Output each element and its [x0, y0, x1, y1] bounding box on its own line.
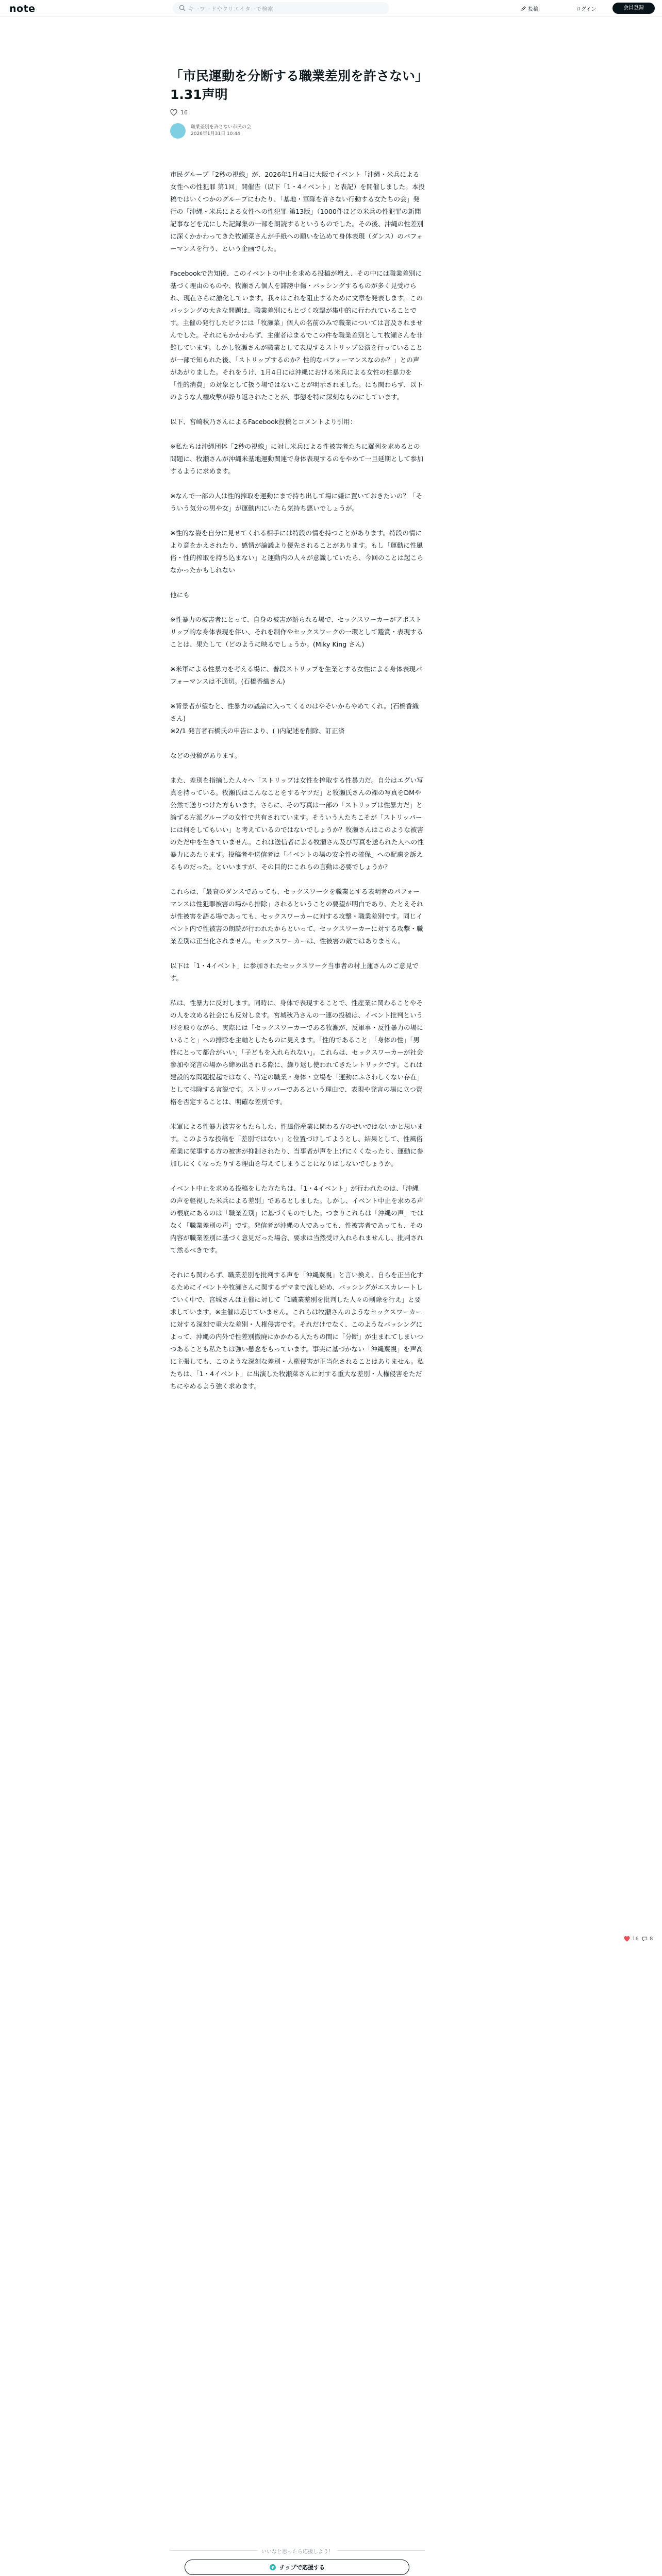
like-count: 16: [180, 109, 188, 116]
article-paragraph: ※背景者が望むと、性暴力の議論に入ってくるのはやそいからやめてくれ。(石橋香織さん) ※2/1 発言者石橋氏の申告により、( )内記述を削除、訂正済: [170, 702, 419, 735]
search-placeholder: キーワードやクリエイターで検索: [188, 6, 273, 12]
article-paragraph: Facebookで告知後、このイベントの中止を求める投稿が増え、その中には職業差別に基づく理由のものや、牧瀬さん個人を誹謗中傷・バッシングするものが多く見受けられ、現在さらに激化しています。我々はこれを阻止するために文章を発表します。このバッシングの大きな問題は、職業差別にもとづく攻撃が集中的に行われていることです。主催の発行したビラには「牧瀬菜」個人の名前のみで職業については言及されませんでした。それにもかかわらず、主催者はまるでこの件を職業差別として牧瀬さんを非難しています。しかし牧瀬さんが職業として表現するストリップ公演を行っていることが一部で知られた後、「ストリップするのか？性的なパフォーマンスなのか？」との声があがりました。それをうけ、1月4日には沖縄における米兵による女性の性暴力を「性的消費」の対象として扱う場ではないことが明示されました。にも関わらず、以下のような人権攻撃が繰り返されたことが、事態を特に深刻なものにしています。: [170, 269, 423, 401]
floating-like-count: 16: [632, 1936, 639, 1942]
heart-icon: [624, 1936, 630, 1942]
article-paragraph: 米軍による性暴力被害をもたらした、性風俗産業に関わる方のせいではないかと思います。このような投稿を「差別ではない」と位置づけしてようとし、結果として、性風俗産業に従事する方の被害が抑制されたり、当事者が声を上げにくくなったり、運動に参加しにくくなったりする理由を与えてしまうことになりはしないでしょうか。: [170, 1123, 424, 1167]
article-paragraph: などの投稿があります。: [170, 752, 241, 759]
article-title: 「市民運動を分断する職業差別を許さない」1.31声明: [170, 69, 422, 102]
article-paragraph: イベント中止を求める投稿をした方たちは、「1・4イベント」が行われたのは、「沖縄の声を軽視した米兵による差別」であるとしました。しかし、イベント中止を求める声の根底にあるのは「職業差別」に基づくものでした。つまりこれらは「沖縄の声」ではなく「職業差別の声」です。発信者が沖縄の人であっても、性被害者であっても、その内容が職業差別に基づく意見だった場合、要求は当然受け入れられませんし、批判されて然るべきです。: [170, 1184, 424, 1254]
article-paragraph: 以下、宮崎秋乃さんによるFacebook投稿とコメントより引用：: [170, 418, 357, 426]
search-icon: [179, 5, 186, 11]
support-prompt-text: いいなと思ったら応援しよう！: [261, 2549, 334, 2555]
article-paragraph: 他にも: [170, 591, 190, 599]
article-paragraph: それにも関わらず、職業差別を批判する声を「沖縄蔑視」と言い換え、自らを正当化するためにイベントや牧瀬さんに関するデマまで流し始め、バッシングがエスカレートしていく中で、宮城さんは主催に対して「1職業差別を批判した人々の削除を行え」と要求しています。※主催は応じていません。これらは牧瀬さんのようなセックスワーカーに対する深刻で重大な差別・人権侵害です。それだけでなく、このようなバッシングによって、沖縄の内外で性差別撤廃にかかわる人たちの間に「分断」が生まれてしまいつつあることも私たちは強い懸念をもっています。事実に基づかない「沖縄蔑視」を声高に主張しても、このような深刻な差別・人権侵害が正当化されることはありません。私たちは、「1・4イベント」に出演した牧瀬菜さんに対する重大な差別・人権侵害をただちにやめるよう強く求めます。: [170, 1271, 424, 1390]
divider: [337, 2550, 425, 2551]
article-paragraph: ※私たちは沖縄団体「2秒の視線」に対し米兵による性被害者たちに羅列を求めるとの問題に、牧瀬さんが沖縄米基地運動関連で身体表現するのをやめて一旦延期として参加するように求めます。: [170, 443, 424, 475]
article-paragraph: ※なんで一部の人は性的搾取を運動にまで持ち出して場に嫌に置いておきたいの？「そういう気分の男や女」が運動内にいたら気持ち悪いでしょうが。: [170, 492, 423, 512]
floating-like-button[interactable]: [624, 1936, 639, 1942]
article-paragraph: ※米軍による性暴力を考える場に、普段ストリップを生業とする女性による身体表現パフォーマンスは不適切。(石橋香織さん): [170, 665, 422, 685]
post-button[interactable]: [521, 5, 538, 12]
article-paragraph: これらは、「最衰のダンスであっても、セックスワークを職業とする表明者のパフォーマンスは性犯罪被害の場から排除」されるということの要望が明白であり、たとえそれが性被害を語る場であっても、セックスワーカーに対する攻撃・職業差別です。同じイベント内で性被害の朗読が行われたからといって、セックスワーカーに対する攻撃・職業差別は正当化されません。セックスワーカーは、性被害の敵ではありません。: [170, 888, 423, 945]
note-logo[interactable]: note: [9, 3, 36, 14]
tip-icon: [269, 2564, 276, 2571]
author-row: [170, 123, 425, 139]
article-like-summary[interactable]: [170, 109, 425, 116]
floating-comment-count: 8: [650, 1936, 653, 1942]
article-paragraph: 以下は「1・4イベント」に参加されたセックスワーク当事者の村上蓮さんのご意見です。: [170, 962, 419, 982]
article-paragraph: 市民グループ「2秒の視線」が、2026年1月4日に大阪でイベント「沖縄・米兵による女性への性犯罪 第1回」開催告（以下「1・4イベント」と表記）を開催しました。本投稿ではいくつかのグループにわたり、「基地・軍隊を許さない行動する女たちの会」発行の「沖縄・米兵による女性への性犯罪 第13版」（1000件ほどの米兵の性犯罪の新聞記事などを元にした記録集の一部を朗読するというものでした。その後、沖縄の性差別に深くかかわってきた牧瀬菜さんが手紙への願いを込めて身体表現（ダンス）のパフォーマンスを行う、という企画でした。: [170, 171, 425, 252]
pen-icon: [521, 6, 526, 11]
heart-icon: [170, 109, 177, 116]
article-body: [170, 168, 425, 1393]
article-paragraph: ※性的な姿を自分に見せてくれる相手には特段の情を持つことがあります。特段の情により意をかえされたり、感情が論議より優先されることがあります。もし「運動に性風俗・性的搾取を持ち込まない」と運動内の人々が意識していたら、今回のことは起こらなかったかもしれない: [170, 529, 424, 574]
signup-button[interactable]: 会員登録: [613, 3, 655, 14]
support-prompt: [170, 2547, 425, 2555]
article-paragraph: ※性暴力の被害者にとって、自身の被害が語られる場で、セックスワーカーがアボストリップ的な身体表現を伴い、それを制作やセックスワークの一環として鑑賞・表現することは、果たして（どのように映るでしょうか。(Miky King さん): [170, 616, 423, 648]
divider: [170, 2550, 258, 2551]
svg-text:¥: ¥: [271, 2565, 274, 2570]
post-label: 投稿: [528, 7, 538, 12]
author-avatar[interactable]: [170, 123, 186, 139]
search-box[interactable]: [173, 2, 389, 14]
publish-date: 2026年1月31日 10:44: [191, 131, 240, 137]
comment-icon: [642, 1936, 648, 1942]
author-name[interactable]: 職業差別を許さない市民の会: [191, 125, 252, 130]
site-header: [0, 0, 662, 16]
article-paragraph: また、差別を指摘した人々へ「ストリップは女性を搾取する性暴力だ。自分はエグい写真を持っている。牧瀬氏はこんなことをするヤツだ」と牧瀬氏さんの裸の写真をDMや公然で送りつけた方もいます。さらに、その写真は一部の「ストリップは性暴力だ」と論ずる左派グループの女性で共有されています。そういう人たちこそが「ストリッパーには何をしてもいい」と考えているのではないでしょうか？牧瀬さんはこのような被害のただ中を生きていません。これは送信者による牧瀬さん及び写真を送られた人への性暴力にあたります。投稿者や送信者は「イベントの場の安全性の確保」への配慮を訴えるものだった。といいますが、その目的にこれらの言動は必要でしょうか？: [170, 776, 424, 871]
tip-button[interactable]: [185, 2560, 409, 2575]
article-paragraph: 私は、性暴力に反対します。同時に、身体で表現することで、性産業に関わることやその人を攻める社会にも反対します。宮城秋乃さんの一連の投稿は、イベント批判という形を取りながら、実際には「セックスワーカーである牧瀬が、反軍事・反性暴力の場にいること」への排除を主軸としたものに見えます。「性的であること」「身体の性」「男性にとって都合がいい」「子どもを入れられない」。これらは、セックスワーカーが社会参加や発言の場から締め出される際に、繰り返し使われてきたレトリックです。これは建設的な問題提起ではなく、特定の職業・身体・立場を「運動にふさわしくない存在」として排除する言説です。ストリッパーであるという理由で、表現や発言の場に立つ資格を否定することは、明確な差別です。: [170, 999, 423, 1106]
tip-label: チップで応援する: [279, 2564, 325, 2571]
login-link[interactable]: ログイン: [576, 7, 597, 12]
floating-comment-button[interactable]: [642, 1936, 653, 1942]
article: [170, 67, 425, 1405]
